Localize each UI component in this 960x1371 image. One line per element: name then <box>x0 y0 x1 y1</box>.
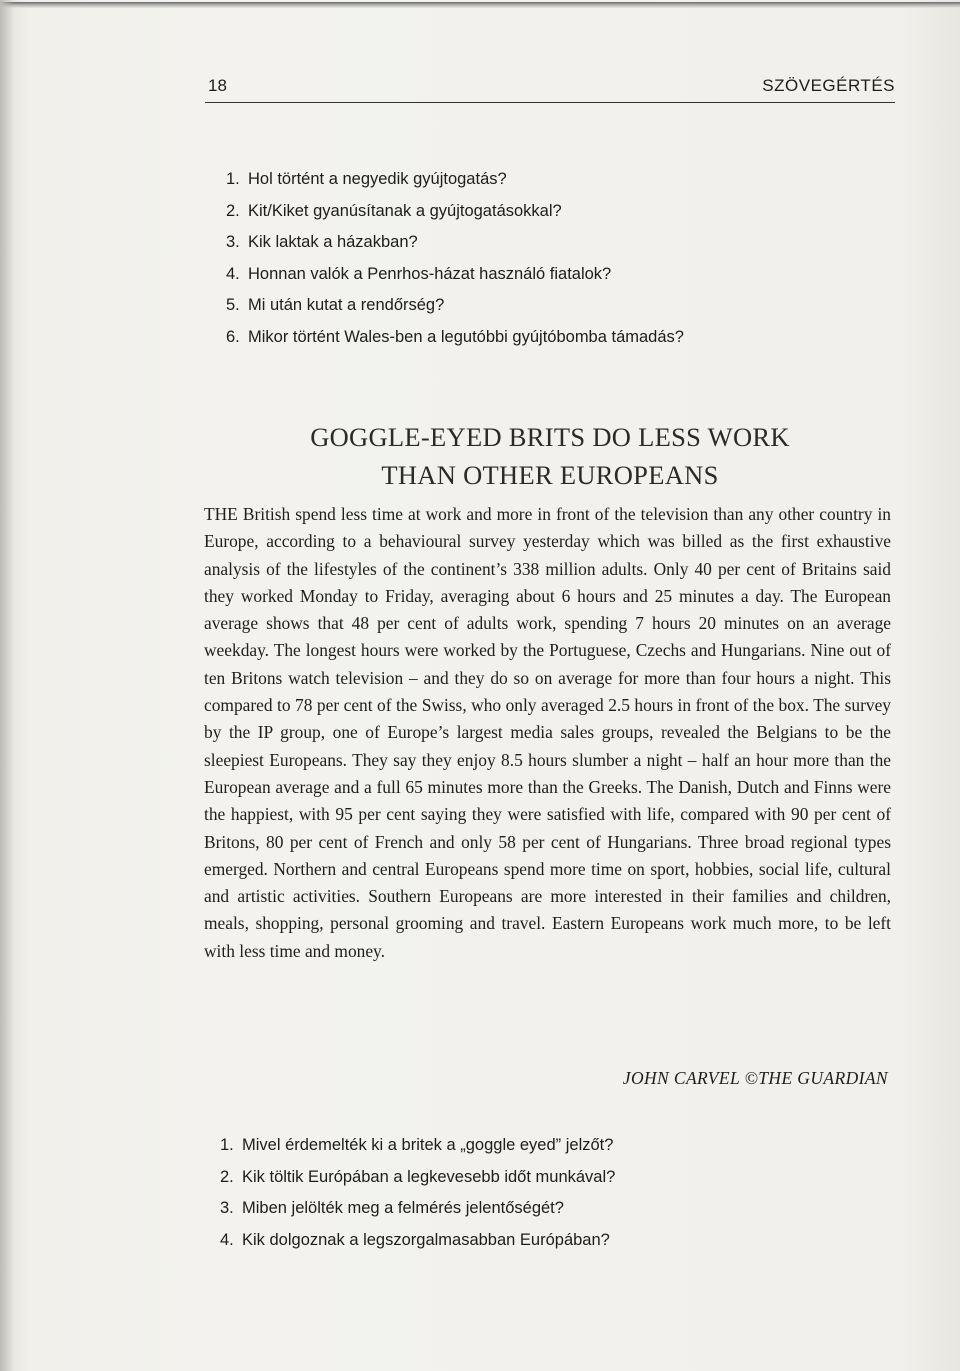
question-text: Miben jelölték meg a felmérés jelentőségét? <box>242 1199 564 1217</box>
question-item <box>226 259 684 291</box>
question-item <box>226 290 684 322</box>
comprehension-questions-top <box>226 164 684 353</box>
question-item <box>220 1162 615 1194</box>
question-number: 1. <box>226 170 240 188</box>
question-text: Kik dolgoznak a legszorgalmasabban Európában? <box>242 1230 610 1249</box>
question-text: Kik töltik Európában a legkevesebb időt munkával? <box>242 1167 616 1186</box>
question-number: 2. <box>220 1167 234 1186</box>
question-text: Honnan valók a Penrhos-házat használó fiatalok? <box>248 264 612 283</box>
headline-line-1: GOGGLE-EYED BRITS DO LESS WORK <box>310 422 790 452</box>
article-byline: JOHN CARVEL ©THE GUARDIAN <box>622 1068 888 1088</box>
question-item <box>220 1193 615 1225</box>
question-item <box>226 196 684 228</box>
question-number: 3. <box>220 1199 234 1217</box>
question-item <box>220 1130 615 1162</box>
question-number: 5. <box>226 296 240 314</box>
question-text: Mi után kutat a rendőrség? <box>248 296 445 314</box>
question-number: 1. <box>220 1136 234 1154</box>
question-number: 2. <box>226 201 240 220</box>
page-number: 18 <box>208 76 227 95</box>
headline-line-2: THAN OTHER EUROPEANS <box>381 460 719 490</box>
article-headline <box>200 418 900 494</box>
question-text: Kit/Kiket gyanúsítanak a gyújtogatásokkal? <box>248 201 562 220</box>
comprehension-questions-bottom <box>220 1130 615 1256</box>
question-item <box>226 227 684 259</box>
page-top-edge <box>0 2 960 8</box>
article-body: THE British spend less time at work and more in front of the television than any other country in Europe, according to a behavioural survey yesterday which was billed as the first exhaustive analysis of the lifestyles of the continent’s 338 million adults. Only 40 per cent of Britains said they worked Monday to Friday, averaging about 6 hours and 25 minutes a day. The European average shows that 48 per cent of adults work, spending 7 hours 20 minutes on an average weekday. The longest hours were worked by the Portuguese, Czechs and Hungarians. Nine out of ten Britons watch television – and they do so on average for more than four hours a night. This compared to 78 per cent of the Swiss, who only averaged 2.5 hours in front of the box. The survey by the IP group, one of Europe’s largest media sales groups, revealed the Belgians to be the sleepiest Europeans. They say they enjoy 8.5 hours slumber a night – half an hour more than the European average and a full 65 minutes more than the Greeks. The Danish, Dutch and Finns were the happiest, with 95 per cent saying they were satisfied with life, compared with 90 per cent of Britons, 80 per cent of French and only 58 per cent of Hungarians. Three broad regional types emerged. Northern and central Europeans spend more time on sport, hobbies, social life, cultural and artistic activities. Southern Europeans are more interested in their families and children, meals, shopping, personal grooming and travel. Eastern Europeans work much more, to be left with less time and money. <box>204 504 891 961</box>
question-text: Mikor történt Wales-ben a legutóbbi gyújtóbomba támadás? <box>248 327 684 346</box>
question-number: 3. <box>226 233 240 251</box>
question-item <box>220 1225 615 1257</box>
question-text: Hol történt a negyedik gyújtogatás? <box>248 170 507 188</box>
section-title: SZÖVEGÉRTÉS <box>762 76 895 95</box>
question-number: 6. <box>226 327 240 346</box>
page-binding-shadow <box>0 0 14 1371</box>
question-item <box>226 322 684 354</box>
question-number: 4. <box>220 1230 234 1249</box>
running-header <box>205 74 895 103</box>
question-number: 4. <box>226 264 240 283</box>
question-text: Mivel érdemelték ki a britek a „goggle eyed” jelzőt? <box>242 1136 614 1154</box>
question-text: Kik laktak a házakban? <box>248 233 418 251</box>
question-item <box>226 164 684 196</box>
